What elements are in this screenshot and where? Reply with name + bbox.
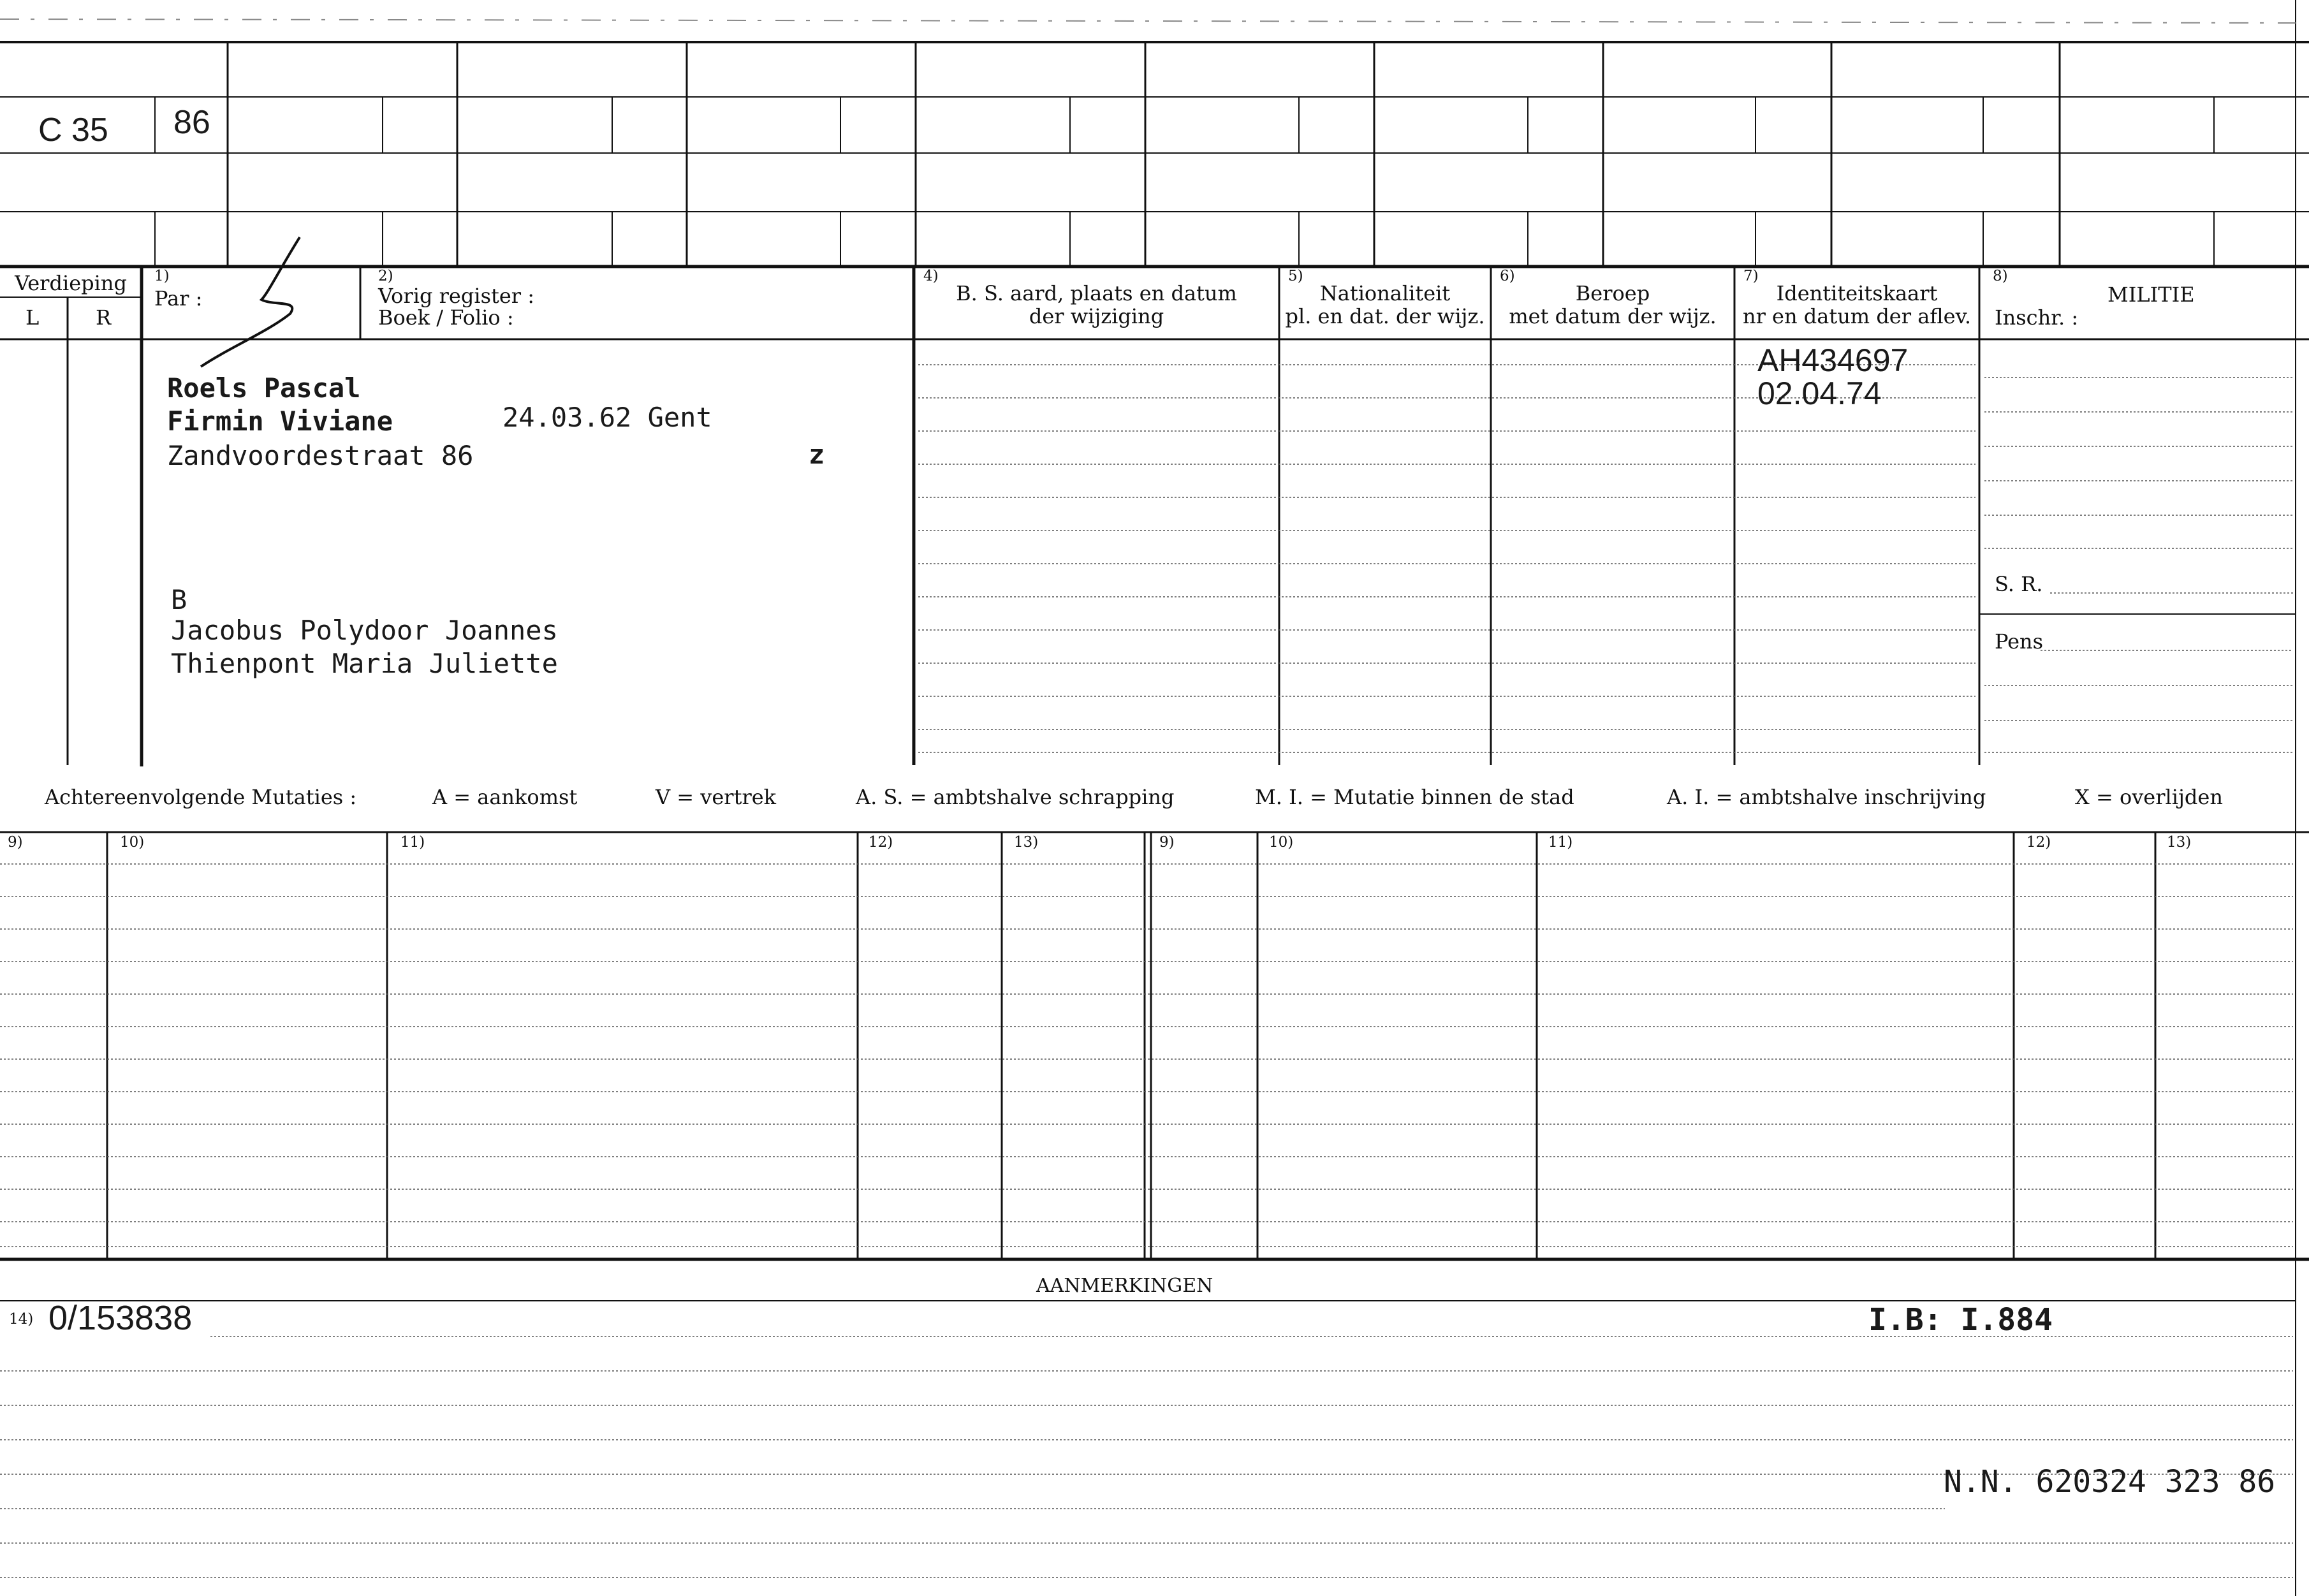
legend-vertrek: V = vertrek bbox=[656, 785, 777, 809]
mut-col-10b: 10) bbox=[1269, 834, 1294, 851]
col8-number: 8) bbox=[1993, 268, 2008, 284]
inschr-label: Inschr. : bbox=[1995, 305, 2079, 330]
person-line2: Firmin Viviane bbox=[167, 406, 393, 437]
person-b-marker: B bbox=[171, 584, 187, 615]
legend-aankomst: A = aankomst bbox=[432, 785, 578, 809]
bs-aard-label: B. S. aard, plaats en datum bbox=[956, 281, 1237, 305]
par-signature-stroke bbox=[201, 237, 300, 367]
col7-number: 7) bbox=[1743, 268, 1759, 284]
register-number: 86 bbox=[173, 104, 210, 141]
mut-col-11b: 11) bbox=[1548, 834, 1573, 851]
id-card-date: 02.04.74 bbox=[1757, 376, 1882, 411]
pens-label: Pens bbox=[1995, 629, 2044, 654]
legend-inschrijving: A. I. = ambtshalve inschrijving bbox=[1667, 785, 1986, 809]
id-card-number: AH434697 bbox=[1757, 342, 1909, 378]
nationaliteit-label: Nationaliteit bbox=[1319, 281, 1451, 305]
identiteitskaart-label: Identiteitskaart bbox=[1776, 281, 1938, 305]
remarks-number: 14) bbox=[9, 1311, 34, 1328]
militie-title: MILITIE bbox=[2107, 282, 2195, 307]
mut-col-13b: 13) bbox=[2167, 834, 2192, 851]
legend-schrapping: A. S. = ambtshalve schrapping bbox=[856, 785, 1175, 809]
remarks-title: AANMERKINGEN bbox=[1036, 1275, 1213, 1297]
beroep-sub-label: met datum der wijz. bbox=[1509, 304, 1717, 328]
col5-number: 5) bbox=[1288, 268, 1303, 284]
mut-col-13a: 13) bbox=[1014, 834, 1039, 851]
remarks-reference: 0/153838 bbox=[48, 1299, 193, 1337]
national-number: N.N. 620324 323 86 bbox=[1944, 1464, 2276, 1500]
par-label: Par : bbox=[154, 286, 203, 311]
mut-col-12b: 12) bbox=[2027, 834, 2051, 851]
mut-col-12a: 12) bbox=[869, 834, 893, 851]
mut-col-9a: 9) bbox=[8, 834, 23, 851]
mutations-title: Achtereenvolgende Mutaties : bbox=[45, 785, 357, 809]
col2-number: 2) bbox=[378, 268, 393, 284]
father-name: Jacobus Polydoor Joannes bbox=[171, 615, 558, 646]
col4-number: 4) bbox=[923, 268, 939, 284]
verdieping-r-label: R bbox=[96, 305, 112, 330]
person-name: Roels Pascal bbox=[167, 372, 361, 404]
birth-date-place: 24.03.62 Gent bbox=[502, 402, 712, 433]
bs-wijziging-label: der wijziging bbox=[1029, 304, 1164, 328]
ib-number: I.B: I.884 bbox=[1868, 1302, 2053, 1338]
vorig-register-label: Vorig register : bbox=[378, 284, 535, 308]
mut-col-9b: 9) bbox=[1159, 834, 1175, 851]
col6-number: 6) bbox=[1500, 268, 1515, 284]
mut-col-10a: 10) bbox=[120, 834, 145, 851]
register-code: C 35 bbox=[38, 112, 108, 149]
identiteitskaart-sub-label: nr en datum der aflev. bbox=[1742, 304, 1972, 328]
legend-overlijden: X = overlijden bbox=[2075, 785, 2223, 809]
mother-name: Thienpont Maria Juliette bbox=[171, 648, 558, 679]
beroep-label: Beroep bbox=[1575, 281, 1650, 305]
verdieping-label: Verdieping bbox=[15, 271, 127, 295]
legend-mutatie-stad: M. I. = Mutatie binnen de stad bbox=[1255, 785, 1574, 809]
nationaliteit-sub-label: pl. en dat. der wijz. bbox=[1285, 304, 1485, 328]
sr-label: S. R. bbox=[1995, 572, 2043, 596]
verdieping-l-label: L bbox=[26, 305, 40, 330]
boek-folio-label: Boek / Folio : bbox=[378, 305, 514, 330]
col1-number: 1) bbox=[154, 268, 170, 284]
mut-col-11a: 11) bbox=[400, 834, 425, 851]
person-mark: z bbox=[809, 439, 825, 470]
person-address: Zandvoordestraat 86 bbox=[167, 440, 474, 471]
